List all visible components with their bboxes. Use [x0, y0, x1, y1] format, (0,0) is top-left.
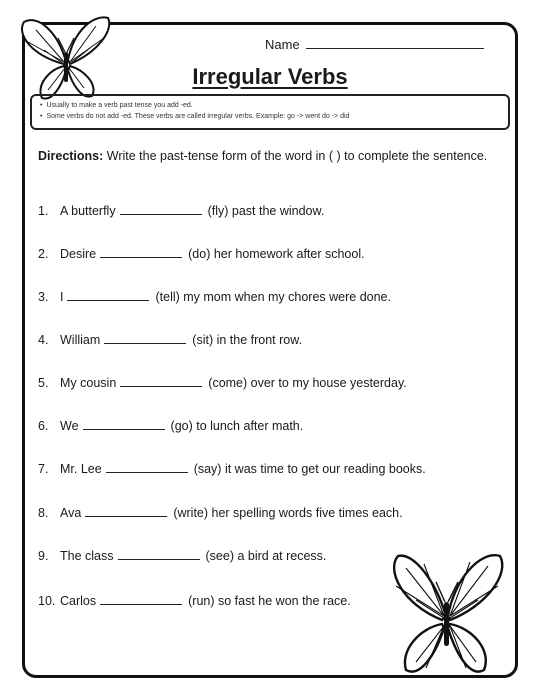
question-item: 4. William (sit) in the front row.	[38, 333, 303, 347]
question-item: 3. I (tell) my mom when my chores were done.	[38, 290, 391, 304]
question-item: 6. We (go) to lunch after math.	[38, 419, 304, 433]
answer-blank	[100, 592, 182, 605]
answer-blank	[120, 202, 202, 215]
page-title: Irregular Verbs	[192, 64, 348, 89]
name-field	[265, 36, 484, 52]
rules-box	[30, 94, 510, 130]
name-blank	[306, 36, 484, 49]
answer-blank	[100, 245, 182, 258]
question-item: 9. The class (see) a bird at recess.	[38, 549, 327, 563]
answer-blank	[104, 331, 186, 344]
question-item: 2. Desire (do) her homework after school.	[38, 247, 365, 261]
answer-blank	[120, 374, 202, 387]
question-item: 8. Ava (write) her spelling words five times each.	[38, 506, 403, 520]
question-item: 10. Carlos (run) so fast he won the race.	[38, 594, 351, 608]
answer-blank	[118, 547, 200, 560]
rule-item: • Some verbs do not add -ed. These verbs are called irregular verbs. Example: go -> went do -> did	[40, 111, 500, 122]
answer-blank	[85, 504, 167, 517]
answer-blank	[83, 417, 165, 430]
question-item: 5. My cousin (come) over to my house yesterday.	[38, 376, 407, 390]
directions	[38, 147, 508, 165]
question-item: 7. Mr. Lee (say) it was time to get our reading books.	[38, 462, 426, 476]
butterfly-icon	[380, 546, 512, 686]
butterfly-icon	[18, 12, 114, 104]
name-label: Name	[265, 37, 300, 52]
rule-item: • Usually to make a verb past tense you add -ed.	[40, 100, 500, 111]
answer-blank	[106, 460, 188, 473]
directions-label: Directions:	[38, 149, 104, 163]
answer-blank	[67, 288, 149, 301]
question-item: 1. A butterfly (fly) past the window.	[38, 204, 325, 218]
directions-text: Write the past-tense form of the word in ( ) to complete the sentence.	[103, 149, 488, 163]
